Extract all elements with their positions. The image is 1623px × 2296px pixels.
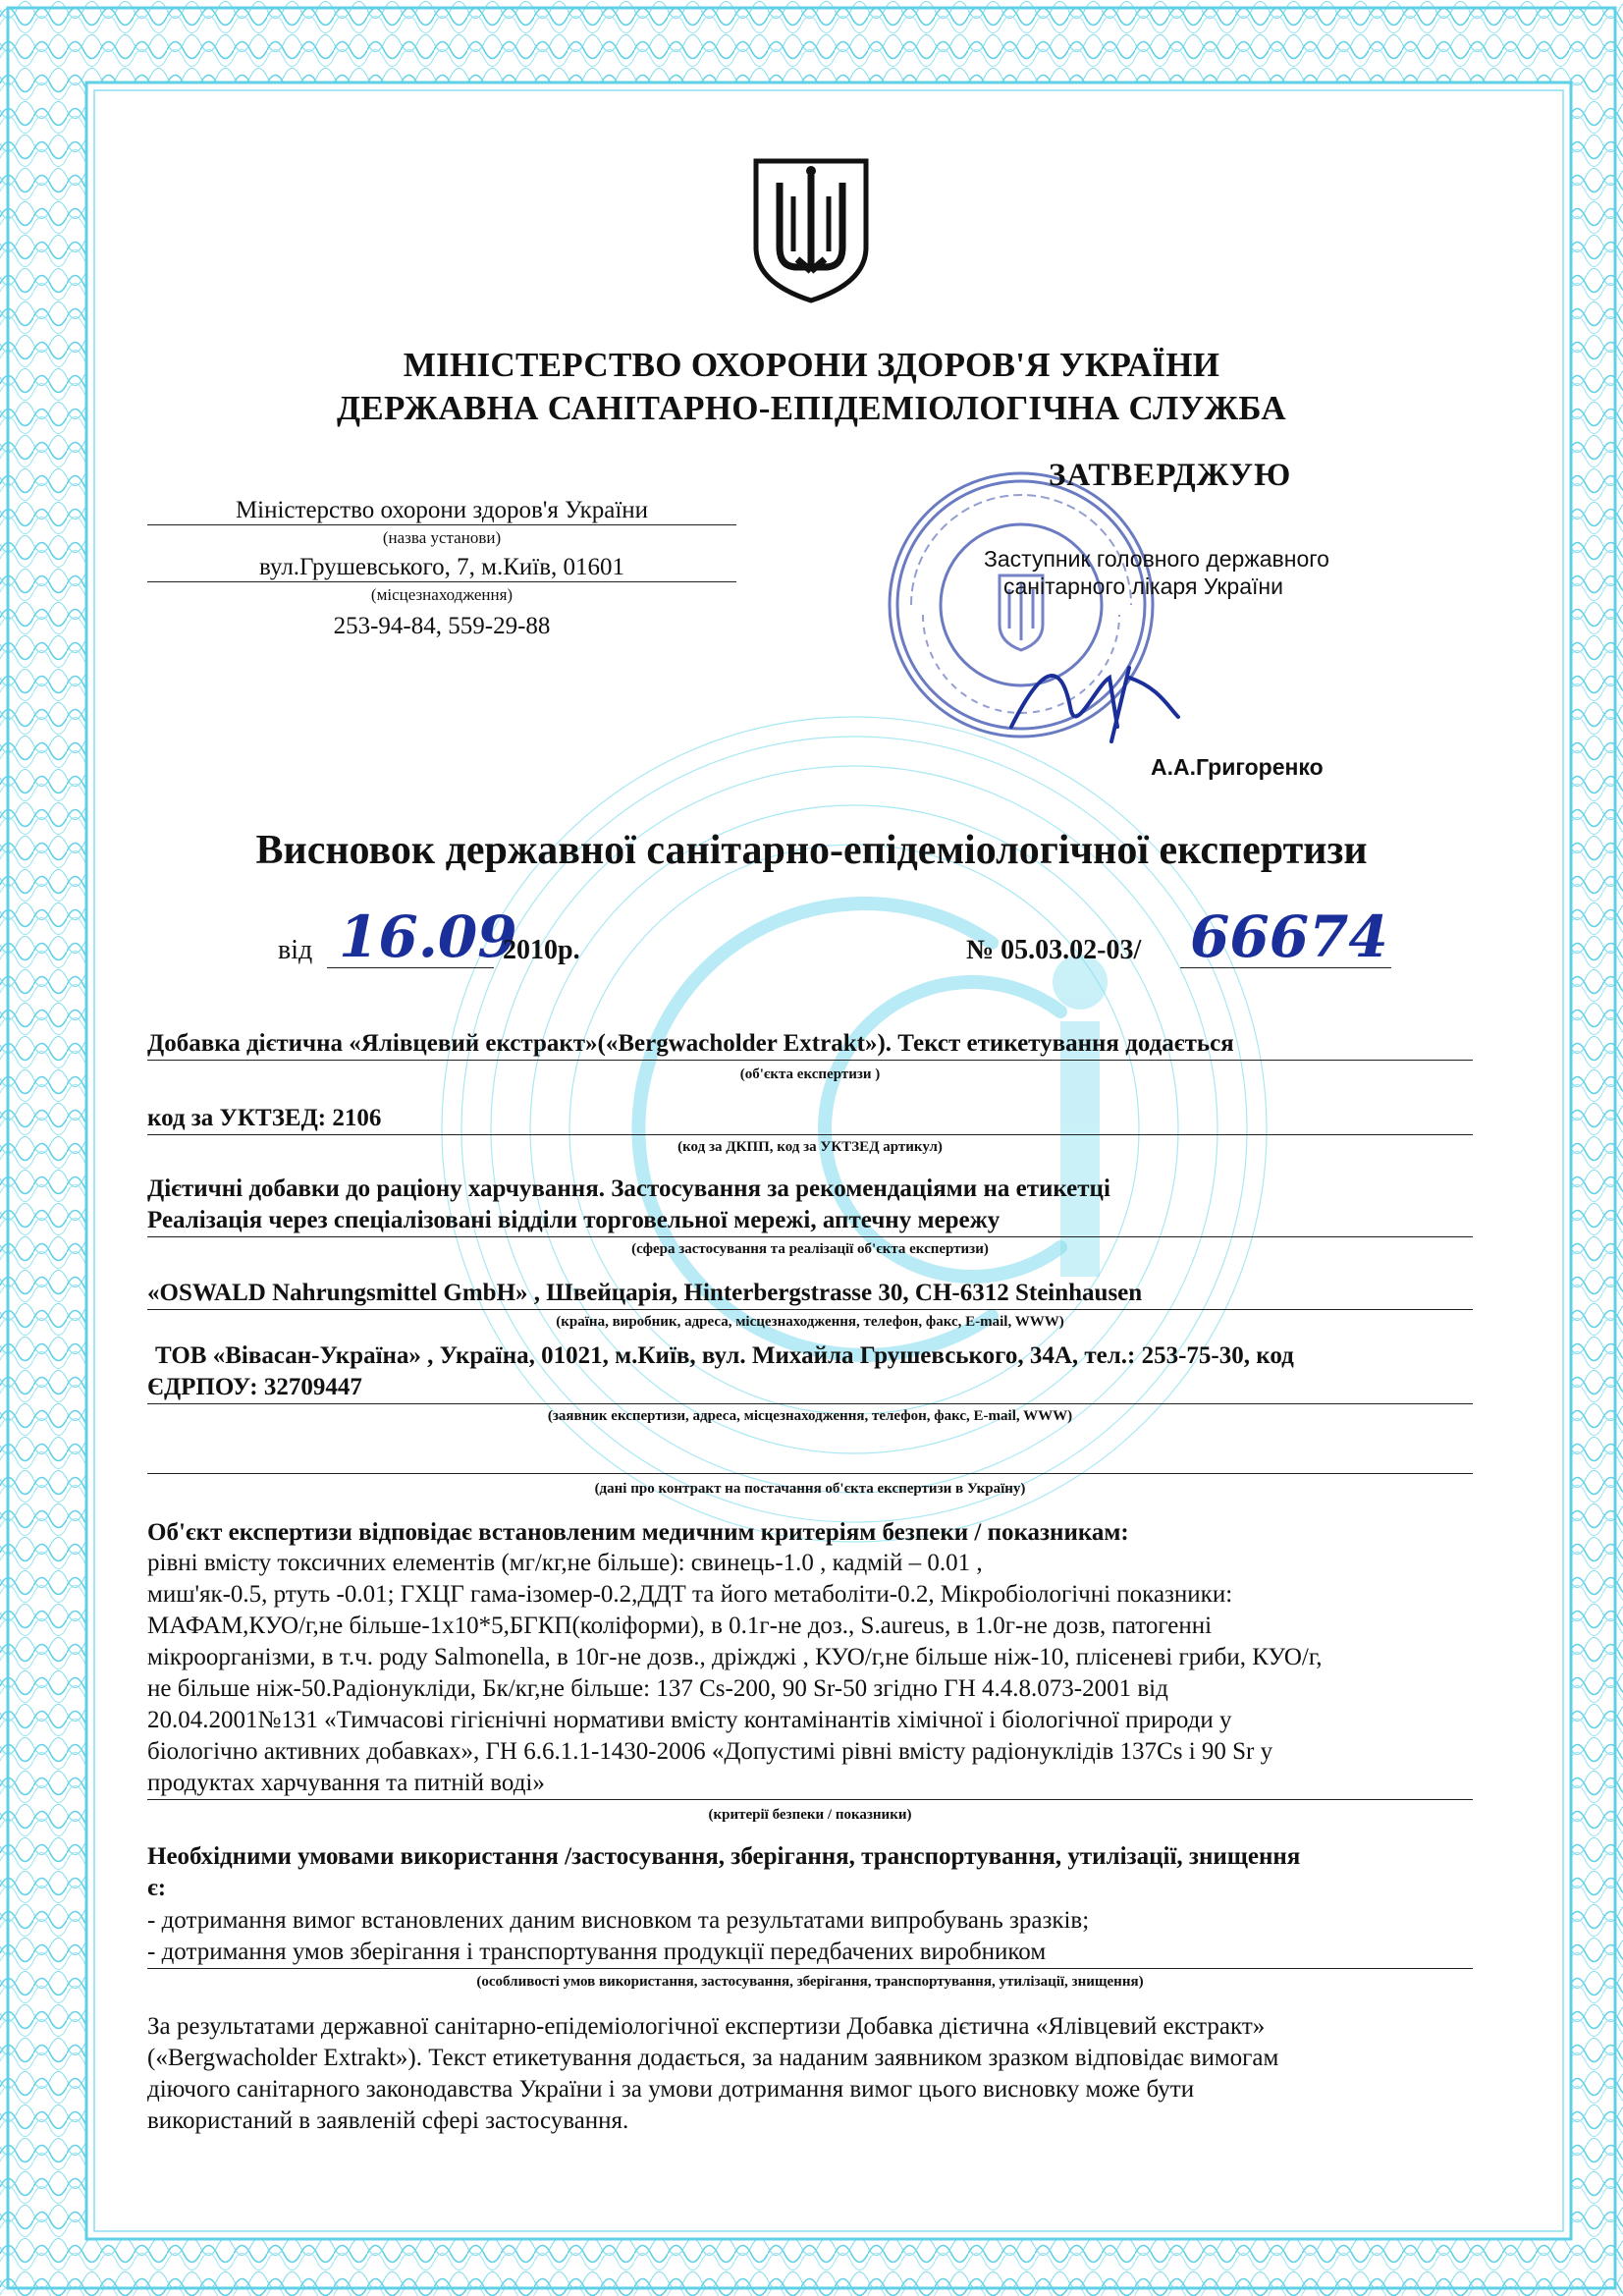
criteria-line: не більше ніж-50.Радіонукліди, Бк/кг,не більше: 137 Cs-200, 90 Sr-50 згідно ГН 4.4.8.073-2001 від (147, 1675, 1168, 1702)
criteria-line: біологічно активних добавках», ГН 6.6.1.1-1430-2006 «Допустимі рівні вмісту радіонуклідів 137Cs і 90 Sr у (147, 1738, 1273, 1765)
institution-phones: 253-94-84, 559-29-88 (333, 613, 551, 639)
institution-name-caption: (назва установи) (382, 528, 502, 547)
criteria-caption: (критерії безпеки / показники) (708, 1807, 912, 1823)
applicant-line-1: ТОВ «Вівасан-Україна» , Україна, 01021, м.Київ, вул. Михайла Грушевського, 34А, тел.: 253-75-30, код (155, 1342, 1294, 1369)
manufacturer-caption: (країна, виробник, адреса, місцезнаходження, телефон, факс, E-mail, WWW) (556, 1314, 1064, 1330)
document-title: Висновок державної санітарно-епідеміологічної експертизи (255, 828, 1368, 873)
conditions-caption: (особливості умов використання, застосування, зберігання, транспортування, утилізації, знищення) (476, 1974, 1144, 1990)
service-heading: ДЕРЖАВНА САНІТАРНО-ЕПІДЕМІОЛОГІЧНА СЛУЖБА (337, 389, 1286, 427)
criteria-line: миш'як-0.5, ртуть -0.01; ГХЦГ гама-ізомер-0.2,ДДТ та його метаболіти-0.2, Мікробіологічні показники: (147, 1581, 1233, 1608)
scope-caption: (сфера застосування та реалізації об'єкта експертизи) (631, 1241, 989, 1257)
conditions-item: - дотримання умов зберігання і транспортування продукції передбачених виробником (147, 1937, 1473, 1969)
criteria-heading: Об'єкт експертизи відповідає встановленим медичним критеріям безпеки / показникам: (147, 1519, 1129, 1546)
criteria-text (147, 1548, 1473, 1800)
product-code: код за УКТЗЕД: 2106 (147, 1102, 1473, 1135)
expertise-object: Добавка дієтична «Ялівцевий екстракт»(«Bergwacholder Extrakt»). Текст етикетування додається (147, 1027, 1473, 1061)
manufacturer: «OSWALD Nahrungsmittel GmbH» , Швейцарія, Hinterbergstrasse 30, CH-6312 Steinhausen (147, 1277, 1473, 1310)
number-prefix: № 05.03.02-03/ (966, 935, 1142, 965)
approver-position-2: санітарного лікаря України (1003, 574, 1283, 599)
conditions-heading-1: Необхідними умовами використання /застосування, зберігання, транспортування, утилізації, знищення (147, 1843, 1301, 1870)
conclusion-text (147, 2011, 1473, 2137)
contract-line (147, 1442, 1473, 1474)
scope-line-1: Дієтичні добавки до раціону харчування. Застосування за рекомендаціями на етикетці (147, 1175, 1110, 1202)
criteria-line: продуктах харчування та питній воді» (147, 1770, 545, 1796)
institution-address: вул.Грушевського, 7, м.Київ, 01601 (147, 554, 736, 582)
institution-block (147, 497, 736, 640)
product-code-caption: (код за ДКПП, код за УКТЗЕД артикул) (677, 1139, 943, 1155)
institution-name: Міністерство охорони здоров'я України (147, 497, 736, 525)
criteria-line: мікроорганізми, в т.ч. роду Salmonella, в 10г-не дозв., дріжджі , КУО/г,не більше ніж-10, плісеневі гриби, КУО/г, (147, 1644, 1323, 1670)
conclusion-line: діючого санітарного законодавства України і за умови дотримання вимог цього висновку може бути (147, 2076, 1195, 2103)
conditions-heading-2: є: (147, 1875, 167, 1901)
conclusion-line: За результатами державної санітарно-епідеміологічної експертизи Добавка дієтична «Ялівцевий екстракт» (147, 2013, 1266, 2040)
criteria-line: рівні вмісту токсичних елементів (мг/кг,не більше): свинець-1.0 , кадмій – 0.01 , (147, 1550, 983, 1576)
date-prefix: від (278, 935, 313, 965)
applicant-caption: (заявник експертизи, адреса, місцезнаходження, телефон, факс, E-mail, WWW) (547, 1408, 1073, 1424)
approver-name: А.А.Григоренко (1151, 754, 1324, 780)
approve-label: ЗАТВЕРДЖУЮ (1049, 458, 1292, 493)
criteria-line: 20.04.2001№131 «Тимчасові гігієнічні нормативи вмісту контамінантів хімічної і біологічної природи у (147, 1707, 1232, 1733)
institution-address-caption: (місцезнаходження) (370, 585, 514, 604)
expertise-object-caption: (об'єкта експертизи ) (739, 1066, 881, 1082)
date-year: 2010р. (503, 935, 580, 965)
date-handwritten: 16.09 (339, 903, 517, 970)
approver-position-1: Заступник головного державного (984, 546, 1329, 572)
scope-line-2: Реалізація через спеціалізовані відділи торговельної мережі, аптечну мережу (147, 1204, 1473, 1237)
criteria-line: МАФАМ,КУО/г,не більше-1х10*5,БГКП(коліформи), в 0.1г-не доз., S.aureus, в 1.0г-не дозв, патогенні (147, 1613, 1213, 1639)
contract-caption: (дані про контракт на постачання об'єкта експертизи в Україну) (594, 1481, 1026, 1497)
conditions-item: - дотримання вимог встановлених даним висновком та результатами випробувань зразків; (147, 1907, 1090, 1934)
number-handwritten: 66674 (1190, 903, 1388, 970)
applicant-line-2: ЄДРПОУ: 32709447 (147, 1371, 1473, 1404)
conclusion-line: використаний в заявленій сфері застосування. (147, 2107, 629, 2134)
signature (1001, 648, 1188, 746)
ministry-heading: МІНІСТЕРСТВО ОХОРОНИ ЗДОРОВ'Я УКРАЇНИ (403, 346, 1220, 384)
trident-emblem-icon (750, 157, 872, 304)
conclusion-line: («Bergwacholder Extrakt»). Текст етикетування додається, за наданим заявником зразком відповідає вимогам (147, 2045, 1279, 2071)
